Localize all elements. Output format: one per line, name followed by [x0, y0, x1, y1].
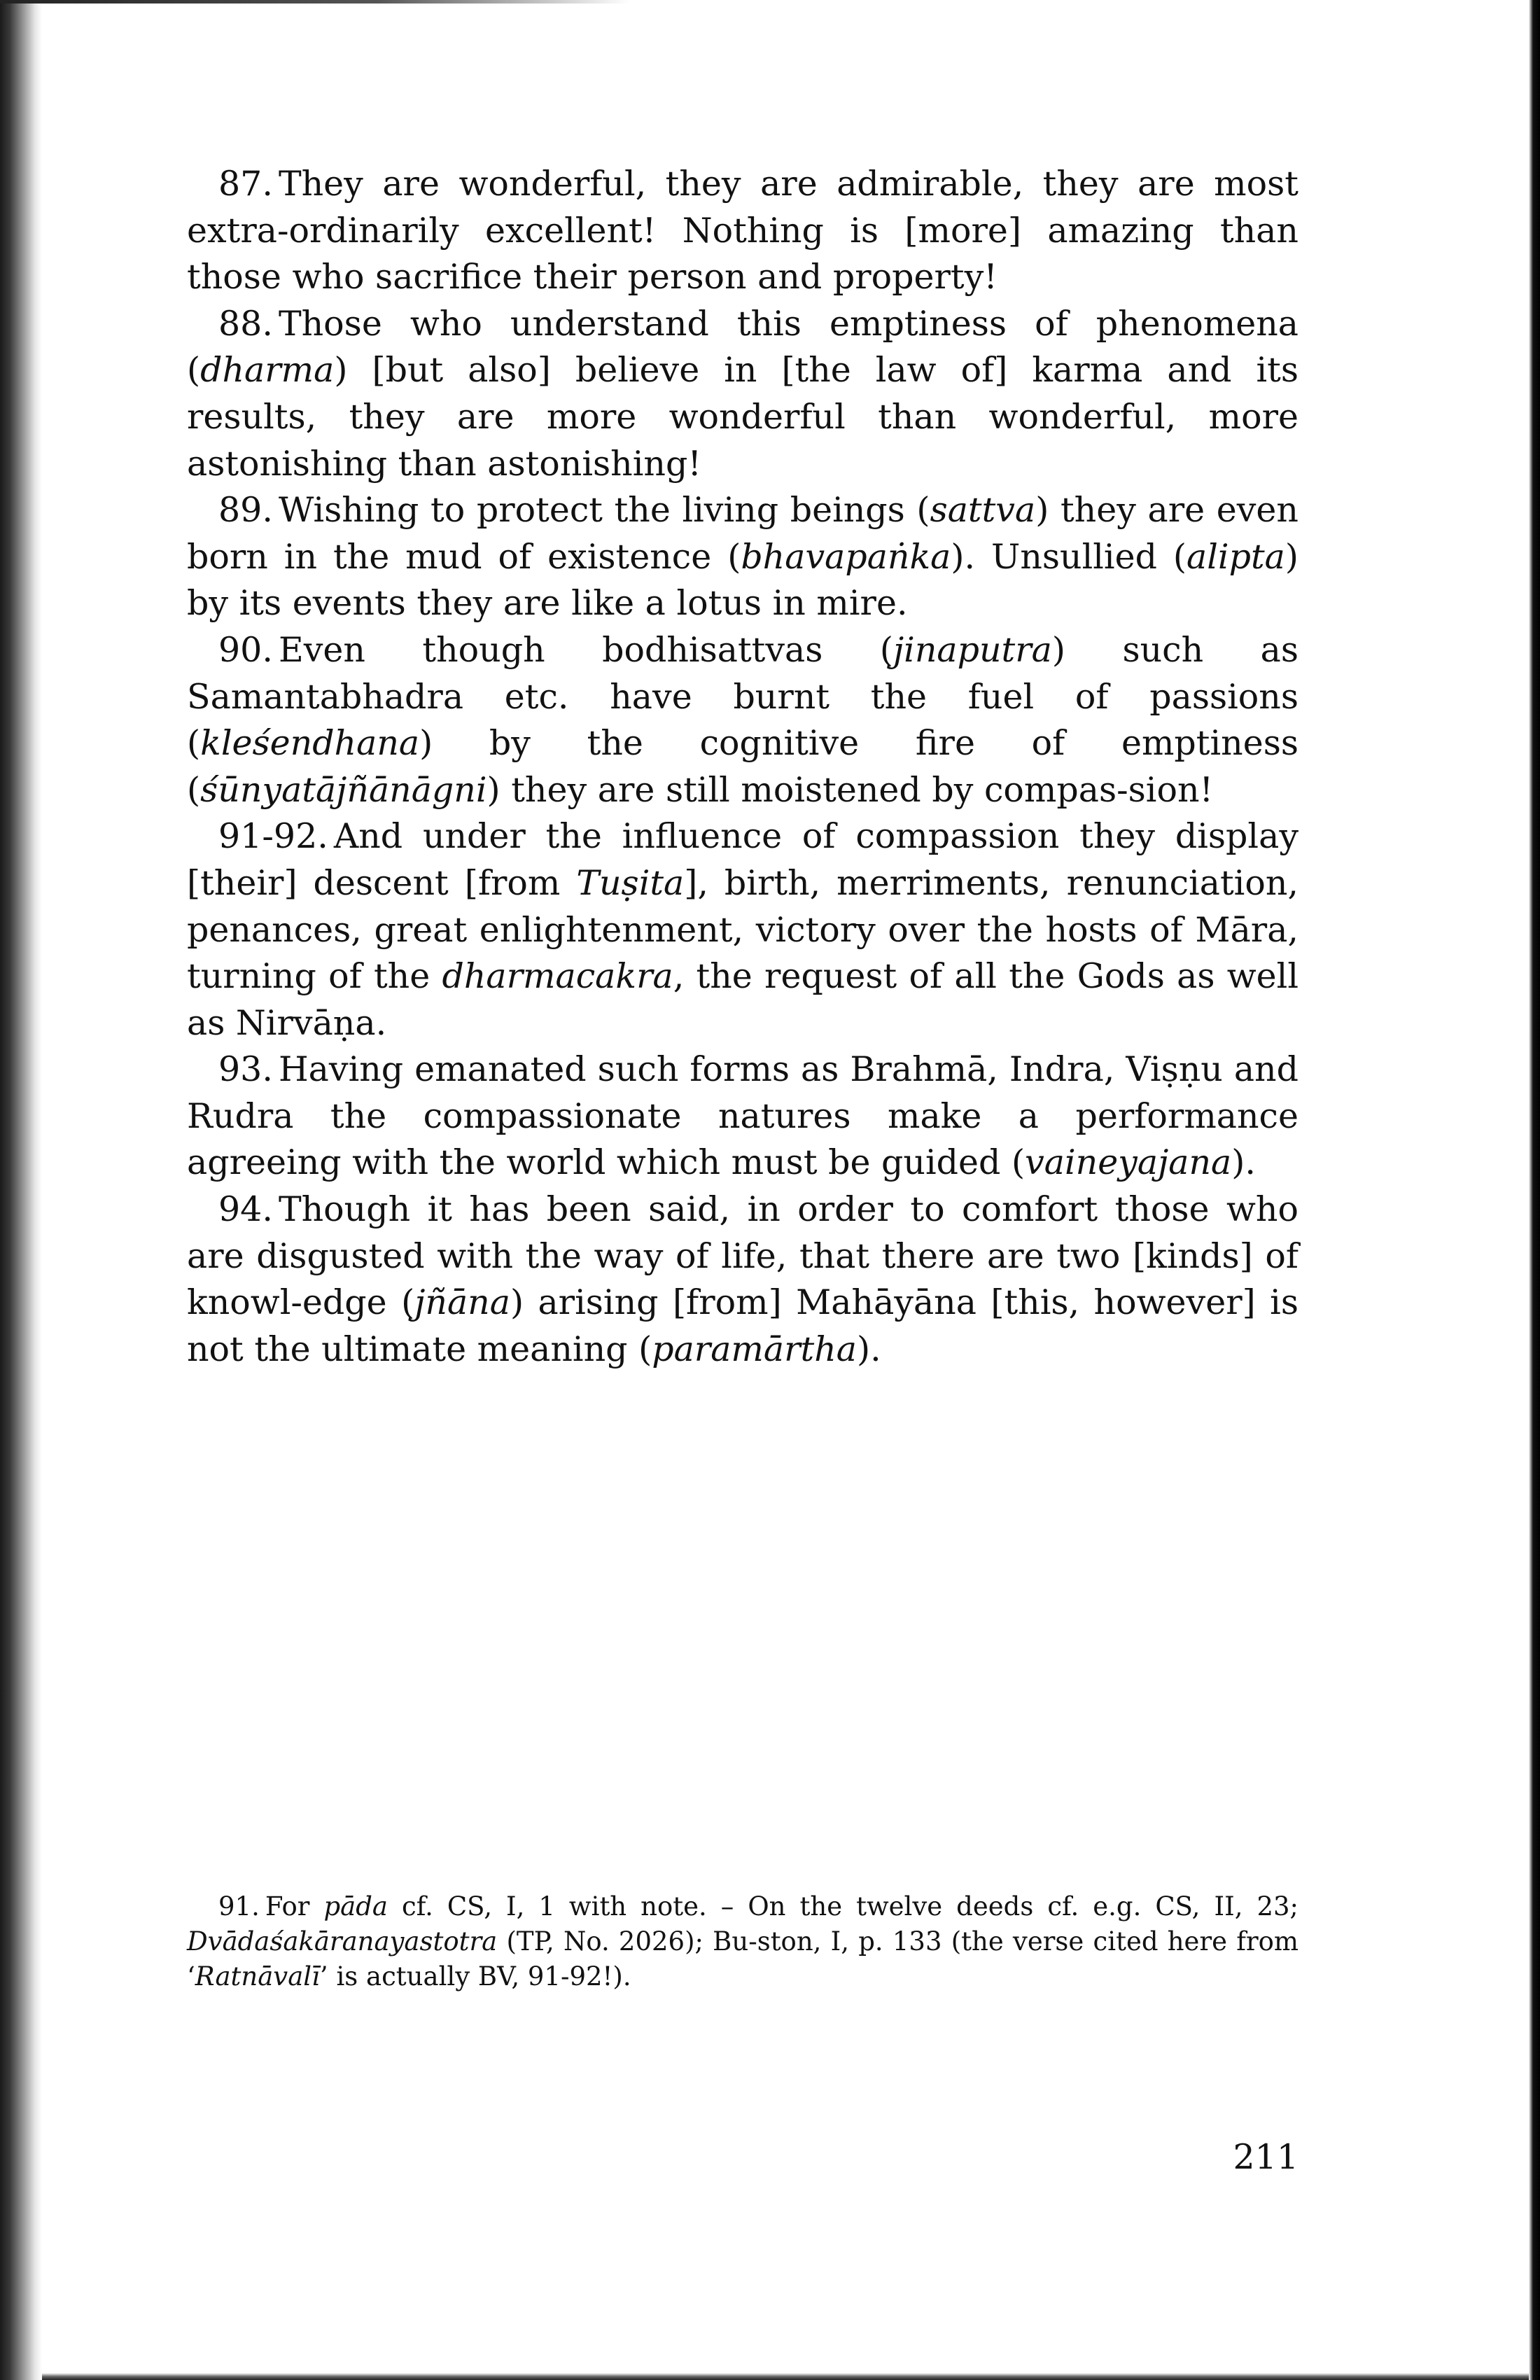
text-run: ). Unsullied ( [951, 536, 1187, 577]
text-run: ). [1231, 1142, 1256, 1183]
italic-term: dharmacakra [442, 956, 673, 997]
paragraph-87 [187, 161, 1298, 301]
text-run: (TP, No. 2026); Bu-ston, I, p. 133 (the verse cited here from ‘ [187, 1926, 1298, 1991]
italic-term: Ratnāvalī [195, 1961, 320, 1991]
italic-term: alipta [1186, 536, 1285, 577]
italic-term: śūnyatājñānāgni [200, 769, 487, 810]
text-run: ) by the cognitive fire of emptiness ( [187, 723, 1298, 810]
footnote-91 [187, 1889, 1298, 1994]
top-scan-edge [0, 0, 630, 4]
text-run: cf. CS, I, 1 with note. – On the twelve deeds cf. e.g. CS, II, 23; [387, 1891, 1299, 1921]
italic-term: sattva [930, 490, 1036, 531]
text-run: ) they are even born in the mud of existence ( [187, 490, 1298, 577]
paragraph-91-92 [187, 813, 1298, 1046]
text-run: , the request of all the Gods as well as Nirvāṇa. [187, 956, 1298, 1043]
paragraph-89 [187, 487, 1298, 627]
text-run: Even though bodhisattvas ( [278, 629, 893, 670]
text-run: ) by its events they are like a lotus in mire. [187, 536, 1298, 624]
text-run: ). [857, 1329, 881, 1369]
page-binding-shadow [0, 0, 42, 2380]
paragraph-93 [187, 1046, 1298, 1186]
paragraph-94 [187, 1186, 1298, 1373]
text-run: ) arising [from] Mahāyāna [this, however] is not the ultimate meaning ( [187, 1282, 1298, 1369]
paragraph-88 [187, 301, 1298, 487]
paragraph-number: 91-92. [218, 816, 328, 857]
main-text-body [187, 161, 1298, 1373]
text-run: ) such as Samantabhadra etc. have burnt the fuel of passions ( [187, 629, 1298, 764]
text-run: And under the influence of compassion they display [their] descent [from [187, 816, 1298, 903]
text-run: Wishing to protect the living beings ( [278, 490, 930, 531]
italic-term: vaineyajana [1025, 1142, 1232, 1183]
text-run: ’ is actually BV, 91-92!). [319, 1961, 631, 1991]
text-run: For [265, 1891, 324, 1921]
paragraph-number: 88. [218, 303, 273, 344]
text-run: Having emanated such forms as Brahmā, Indra, Viṣṇu and Rudra the compassionate natures make a performance agreeing with the world which must be guided ( [187, 1049, 1298, 1183]
paragraph-number: 93. [218, 1049, 273, 1090]
text-run: ], birth, merriments, renunciation, penances, great enlightenment, victory over the hosts of Māra, turning of the [187, 862, 1298, 997]
italic-term: Dvādaśakāranayastotra [187, 1926, 498, 1956]
footnote-number: 91. [218, 1891, 260, 1921]
paragraph-number: 89. [218, 490, 273, 531]
text-run: Those who understand this emptiness of phenomena ( [187, 303, 1298, 391]
italic-term: jinaputra [892, 629, 1052, 670]
text-run: Though it has been said, in order to comfort those who are disgusted with the way of life, that there are two [kinds] of knowl-edge ( [187, 1189, 1298, 1323]
page-number: 211 [1233, 2137, 1298, 2177]
text-run: They are wonderful, they are admirable, they are most extra-ordinarily excellent! Nothing is [more] amazing than those who sacrifice their person and property! [187, 164, 1298, 298]
paragraph-number: 90. [218, 629, 273, 670]
italic-term: bhavapaṅka [741, 536, 951, 577]
paragraph-number: 94. [218, 1189, 273, 1230]
italic-term: dharma [200, 350, 335, 391]
italic-term: paramārtha [652, 1329, 857, 1369]
italic-term: jñāna [414, 1282, 510, 1323]
bottom-scan-edge [42, 2373, 1529, 2380]
text-run: ) [but also] believe in [the law of] karma and its results, they are more wonderful than wonderful, more astonishing than astonishing! [187, 350, 1298, 484]
italic-term: pāda [323, 1891, 388, 1921]
italic-term: kleśendhana [200, 723, 420, 764]
paragraph-90 [187, 627, 1298, 813]
text-run: ) they are still moistened by compas-sion! [486, 769, 1214, 810]
right-scan-edge [1529, 0, 1540, 2380]
italic-term: Tuṣita [576, 862, 685, 903]
paragraph-number: 87. [218, 164, 273, 204]
